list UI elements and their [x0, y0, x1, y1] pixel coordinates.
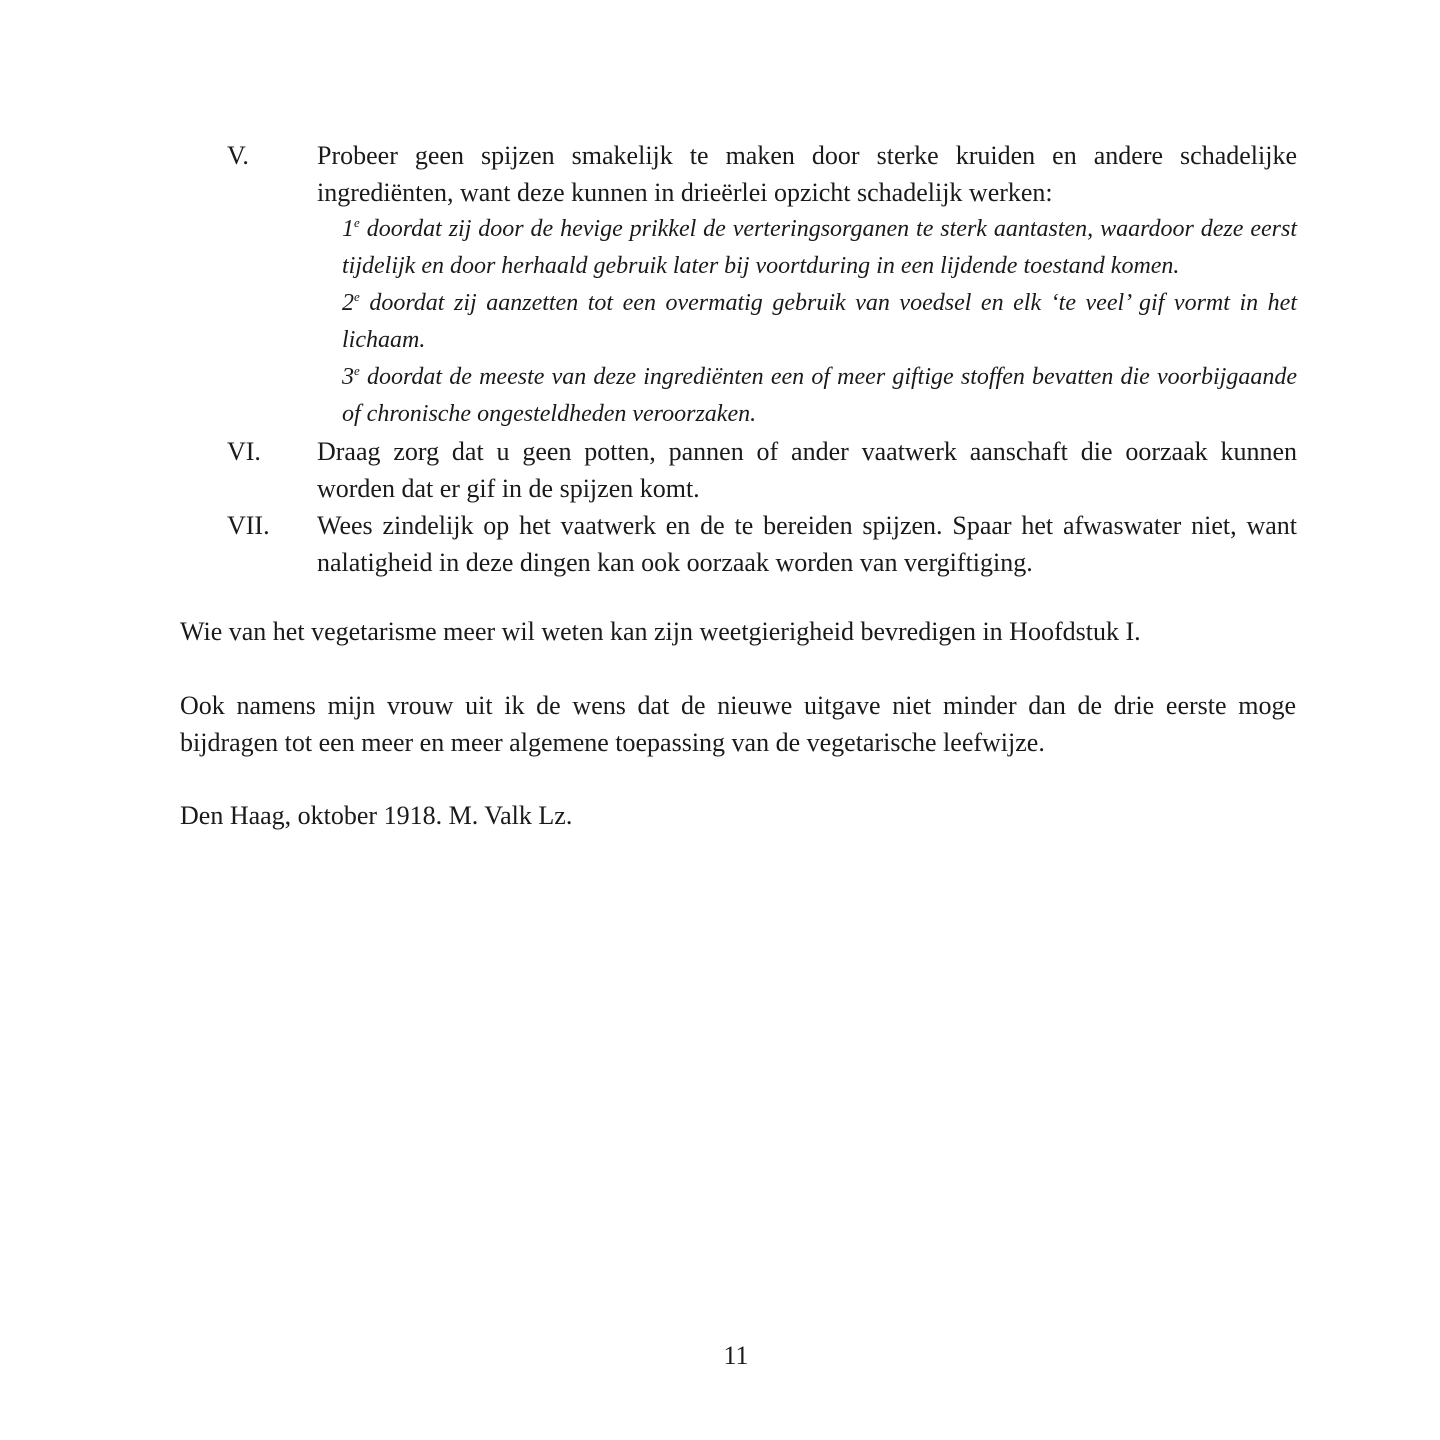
- paragraph-wish: Ook namens mijn vrouw uit ik de wens dat de nieuwe uitgave niet minder dan de drie eerste moge bijdragen tot een meer en meer algemene toepassing van de vegetarische leefwijze.: [180, 691, 1296, 757]
- list-item-vii: [227, 507, 1297, 581]
- list-item-body: [317, 507, 1297, 581]
- list-item-text: Probeer geen spijzen smakelijk te maken door sterke kruiden en andere schadelijke ingrediënten, want deze kunnen in drieërlei opzicht schadelijk werken:: [317, 141, 1297, 207]
- list-item-text: Draag zorg dat u geen potten, pannen of ander vaatwerk aanschaft die oorzaak kunnen worden dat er gif in de spijzen komt.: [317, 437, 1297, 503]
- list-item-number: VI.: [227, 437, 261, 466]
- sub-item-text: doordat zij door de hevige prikkel de verteringsorganen te sterk aantasten, waardoor deze eerst tijdelijk en door herhaald gebruik later bij voortduring in een lijdende toestand komen.: [342, 216, 1297, 279]
- sub-item-number: 1e: [342, 215, 360, 242]
- sub-item-number: 3e: [342, 363, 360, 390]
- list-item-text: Wees zindelijk op het vaatwerk en de te bereiden spijzen. Spaar het afwaswater niet, want nalatigheid in deze dingen kan ook oorzaak worden van vergiftiging.: [317, 511, 1297, 577]
- list-item-v: [227, 137, 1297, 433]
- numbered-list: [227, 137, 1297, 581]
- list-item-vi: [227, 433, 1297, 507]
- list-item-number: V.: [227, 141, 249, 170]
- list-item-body: [317, 433, 1297, 507]
- sub-item-text: doordat zij aanzetten tot een overmatig gebruik van voedsel en elk ‘te veel’ gif vormt in het lichaam.: [342, 290, 1297, 353]
- signature-line: Den Haag, oktober 1918. M. Valk Lz.: [180, 801, 573, 830]
- page-number: 11: [723, 1341, 749, 1370]
- list-item-number: VII.: [227, 511, 270, 540]
- sub-item-number: 2e: [342, 289, 360, 316]
- sub-item-3: [342, 359, 1297, 433]
- sub-item-1: [342, 211, 1297, 285]
- paragraph-vegetarism: Wie van het vegetarisme meer wil weten kan zijn weetgierigheid bevredigen in Hoofdstuk I.: [180, 617, 1141, 646]
- sub-item-text: doordat de meeste van deze ingrediënten een of meer giftige stoffen bevatten die voorbijgaande of chronische ongesteldheden veroorzaken.: [342, 364, 1297, 427]
- sub-item-2: [342, 285, 1297, 359]
- list-item-body: [317, 137, 1297, 433]
